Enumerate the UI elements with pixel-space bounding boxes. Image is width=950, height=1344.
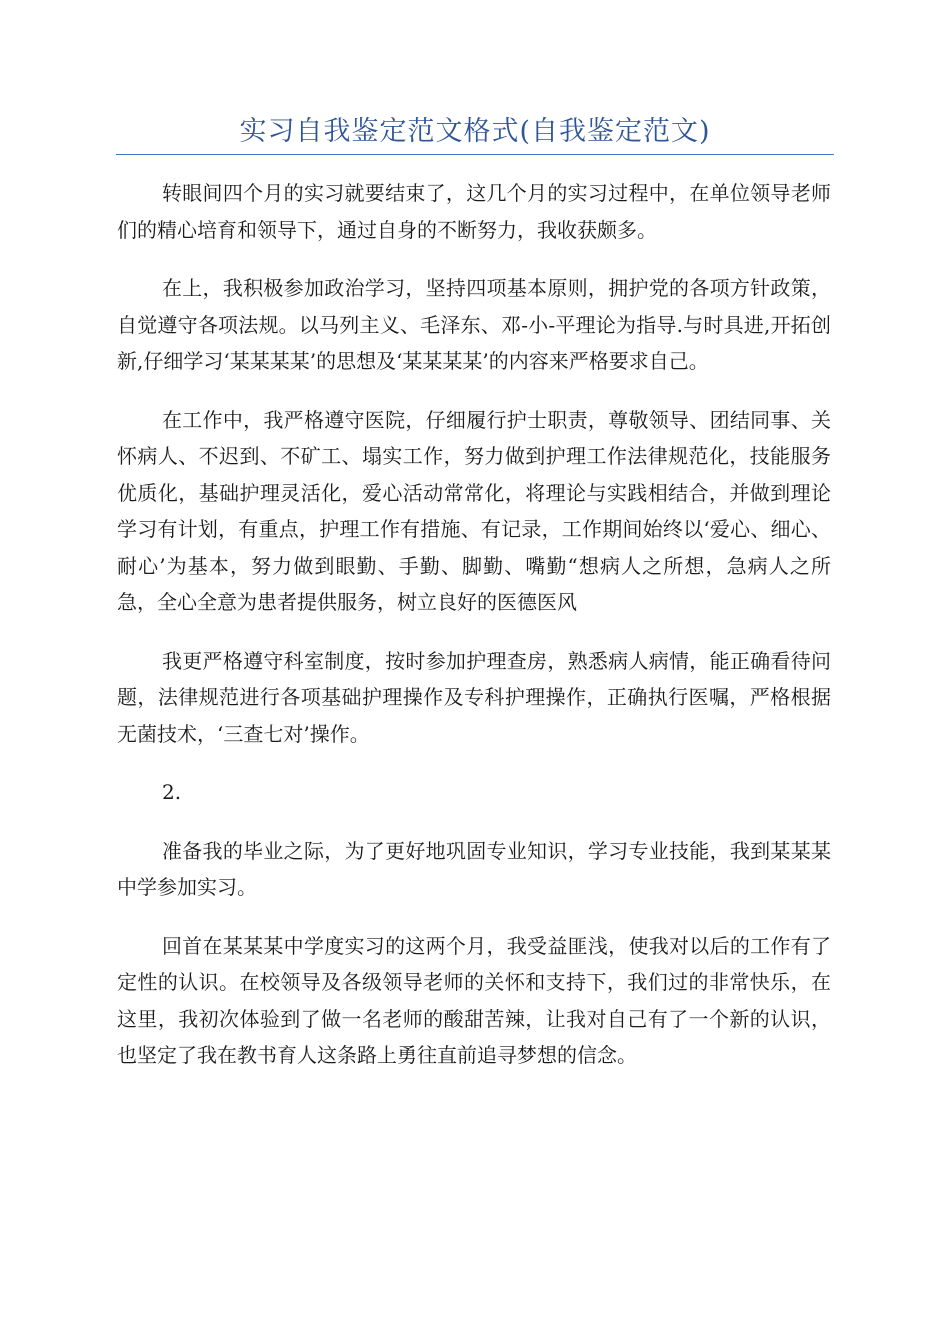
document-body	[117, 175, 831, 1096]
paragraph: 转眼间四个月的实习就要结束了，这几个月的实习过程中，在单位领导老师们的精心培育和领导下，通过自身的不断努力，我收获颇多。	[117, 181, 831, 242]
paragraph: 我更严格遵守科室制度，按时参加护理查房，熟悉病人病情，能正确看待问题，法律规范进行各项基础护理操作及专科护理操作，正确执行医嘱，严格根据无菌技术，‘三查七对’操作。	[117, 648, 831, 746]
paragraph: 回首在某某某中学度实习的这两个月，我受益匪浅，使我对以后的工作有了定性的认识。在校领导及各级领导老师的关怀和支持下，我们过的非常快乐，在这里，我初次体验到了做一名老师的酸甜苦辣，让我对自己有了一个新的认识，也坚定了我在教书育人这条路上勇往直前追寻梦想的信念。	[117, 933, 831, 1067]
paragraph: 在工作中，我严格遵守医院，仔细履行护士职责，尊敬领导、团结同事、关怀病人、不迟到、不矿工、塌实工作，努力做到护理工作法律规范化，技能服务优质化，基础护理灵活化，爱心活动常常化，将理论与实践相结合，并做到理论学习有计划，有重点，护理工作有措施、有记录，工作期间始终以‘爱心、细心、耐心’为基本，努力做到眼勤、手勤、脚勤、嘴勤“想病人之所想，急病人之所急，全心全意为患者提供服务，树立良好的医德医风	[117, 407, 831, 614]
document-title: 实习自我鉴定范文格式(自我鉴定范文)	[239, 116, 711, 147]
title-underline	[116, 154, 834, 155]
section-number: 2.	[162, 780, 182, 804]
paragraph: 准备我的毕业之际，为了更好地巩固专业知识，学习专业技能，我到某某某中学参加实习。	[117, 838, 831, 899]
paragraph: 在上，我积极参加政治学习，坚持四项基本原则，拥护党的各项方针政策，自觉遵守各项法规。以马列主义、毛泽东、邓-小-平理论为指导.与时具进,开拓创新,仔细学习‘某某某某’的思想及‘某某某某’的内容来严格要求自己。	[117, 276, 831, 373]
